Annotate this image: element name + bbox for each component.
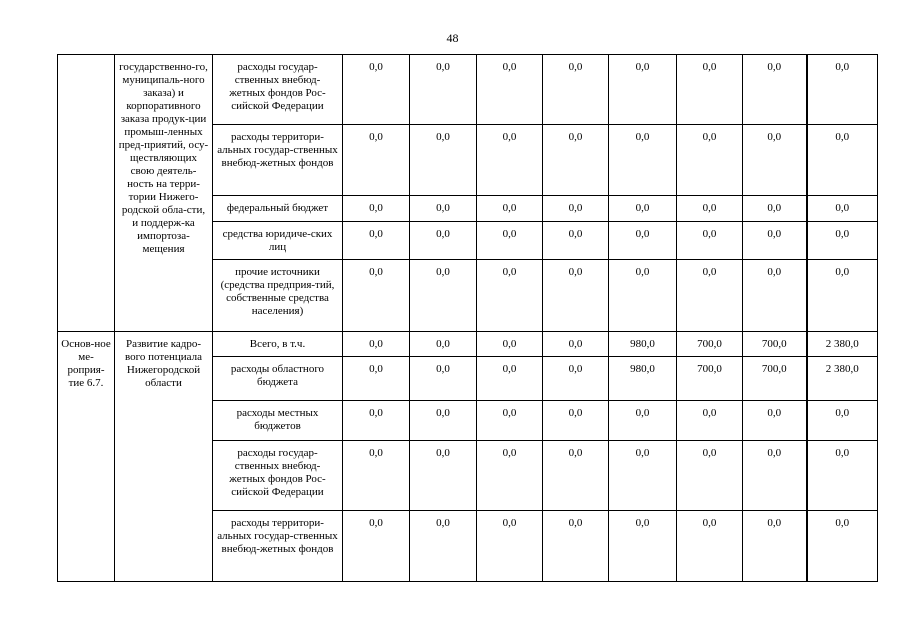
- value-cell: 0,0: [410, 332, 477, 357]
- value-cell: 0,0: [543, 196, 609, 222]
- value-cell: 0,0: [410, 357, 477, 401]
- value-cell: 0,0: [609, 55, 677, 125]
- value-cell: 0,0: [677, 401, 743, 441]
- value-cell: 0,0: [343, 196, 410, 222]
- value-cell: 0,0: [807, 441, 878, 511]
- value-cell: 0,0: [543, 125, 609, 196]
- value-cell: 0,0: [743, 196, 807, 222]
- value-cell: 0,0: [677, 125, 743, 196]
- value-cell: 0,0: [609, 511, 677, 582]
- value-cell: 0,0: [343, 441, 410, 511]
- value-cell: 0,0: [477, 125, 543, 196]
- value-cell: 0,0: [343, 125, 410, 196]
- value-cell: 0,0: [677, 260, 743, 332]
- value-cell: 0,0: [807, 401, 878, 441]
- value-cell: 0,0: [543, 260, 609, 332]
- value-cell: 0,0: [543, 222, 609, 260]
- funding-source: расходы государ-ственных внебюд-жетных фондов Рос-сийской Федерации: [213, 55, 343, 125]
- value-cell: 0,0: [609, 196, 677, 222]
- value-cell: 0,0: [477, 55, 543, 125]
- value-cell: 0,0: [807, 511, 878, 582]
- value-cell: 700,0: [677, 332, 743, 357]
- value-cell: 980,0: [609, 332, 677, 357]
- value-cell: 0,0: [807, 125, 878, 196]
- value-cell: 0,0: [410, 196, 477, 222]
- value-cell: 0,0: [743, 511, 807, 582]
- value-cell: 0,0: [477, 332, 543, 357]
- value-cell: 0,0: [410, 511, 477, 582]
- value-cell: 0,0: [743, 222, 807, 260]
- value-cell: 0,0: [677, 55, 743, 125]
- value-cell: 0,0: [343, 222, 410, 260]
- funding-source: расходы местных бюджетов: [213, 401, 343, 441]
- value-cell: 0,0: [343, 401, 410, 441]
- value-cell: 0,0: [609, 401, 677, 441]
- funding-source: расходы государ-ственных внебюд-жетных фондов Рос-сийской Федерации: [213, 441, 343, 511]
- value-cell: 0,0: [743, 260, 807, 332]
- funding-source: расходы территори-альных государ-ственных внебюд-жетных фондов: [213, 125, 343, 196]
- value-cell: 0,0: [677, 511, 743, 582]
- value-cell: 0,0: [543, 511, 609, 582]
- value-cell: 0,0: [677, 196, 743, 222]
- value-cell: 0,0: [410, 222, 477, 260]
- top-block: [58, 55, 878, 332]
- value-cell: 0,0: [743, 401, 807, 441]
- value-cell: 0,0: [410, 260, 477, 332]
- value-cell: 0,0: [743, 441, 807, 511]
- value-cell: 0,0: [677, 222, 743, 260]
- page-number: 48: [446, 31, 459, 45]
- value-cell: 0,0: [543, 55, 609, 125]
- funding-source: расходы территори-альных государ-ственных внебюд-жетных фондов: [213, 511, 343, 582]
- value-cell: 0,0: [807, 222, 878, 260]
- value-cell: 0,0: [543, 332, 609, 357]
- value-cell: 0,0: [807, 196, 878, 222]
- funding-source: прочие источники (средства предприя-тий, собственные средства населения): [213, 260, 343, 332]
- value-cell: 0,0: [410, 55, 477, 125]
- value-cell: 0,0: [343, 357, 410, 401]
- value-cell: 0,0: [477, 357, 543, 401]
- value-cell: 0,0: [743, 125, 807, 196]
- value-cell: 0,0: [477, 222, 543, 260]
- value-cell: 0,0: [543, 441, 609, 511]
- funding-source: федеральный бюджет: [213, 196, 343, 222]
- funding-source: расходы областного бюджета: [213, 357, 343, 401]
- value-cell: 0,0: [609, 441, 677, 511]
- value-cell: 0,0: [609, 260, 677, 332]
- measure-name: государственно-го, муниципаль-ного заказа) и корпоративного заказа продук-ции промыш-ленных пред-приятий, осу-ществляющих свою деятель-ность на терри-тории Нижего-родской обла-сти, и поддерж-ка импортоза-мещения: [115, 55, 213, 332]
- value-cell: 0,0: [807, 55, 878, 125]
- value-cell: 0,0: [410, 441, 477, 511]
- value-cell: 0,0: [410, 401, 477, 441]
- value-cell: 0,0: [477, 260, 543, 332]
- value-cell: 0,0: [477, 401, 543, 441]
- value-cell: 0,0: [477, 511, 543, 582]
- value-cell: 0,0: [343, 332, 410, 357]
- value-cell: 0,0: [543, 401, 609, 441]
- measure-code: Основ-ное ме-роприя-тие 6.7.: [58, 332, 115, 582]
- value-cell: 980,0: [609, 357, 677, 401]
- measure-name: Развитие кадро-вого потенциала Нижегородской области: [115, 332, 213, 582]
- value-cell: 0,0: [609, 222, 677, 260]
- value-cell: 2 380,0: [807, 332, 878, 357]
- table-row: [58, 55, 878, 125]
- value-cell: 0,0: [477, 196, 543, 222]
- value-cell: 0,0: [677, 441, 743, 511]
- budget-table: [57, 54, 878, 582]
- value-cell: 0,0: [609, 125, 677, 196]
- value-cell: 0,0: [543, 357, 609, 401]
- measure-code: [58, 55, 115, 332]
- bottom-block: [58, 332, 878, 582]
- value-cell: 0,0: [343, 511, 410, 582]
- value-cell: 2 380,0: [807, 357, 878, 401]
- funding-source: Всего, в т.ч.: [213, 332, 343, 357]
- value-cell: 0,0: [410, 125, 477, 196]
- table-row: [58, 332, 878, 357]
- value-cell: 0,0: [743, 55, 807, 125]
- value-cell: 700,0: [743, 357, 807, 401]
- value-cell: 0,0: [343, 55, 410, 125]
- funding-source: средства юридиче-ских лиц: [213, 222, 343, 260]
- value-cell: 700,0: [743, 332, 807, 357]
- value-cell: 700,0: [677, 357, 743, 401]
- value-cell: 0,0: [477, 441, 543, 511]
- value-cell: 0,0: [343, 260, 410, 332]
- value-cell: 0,0: [807, 260, 878, 332]
